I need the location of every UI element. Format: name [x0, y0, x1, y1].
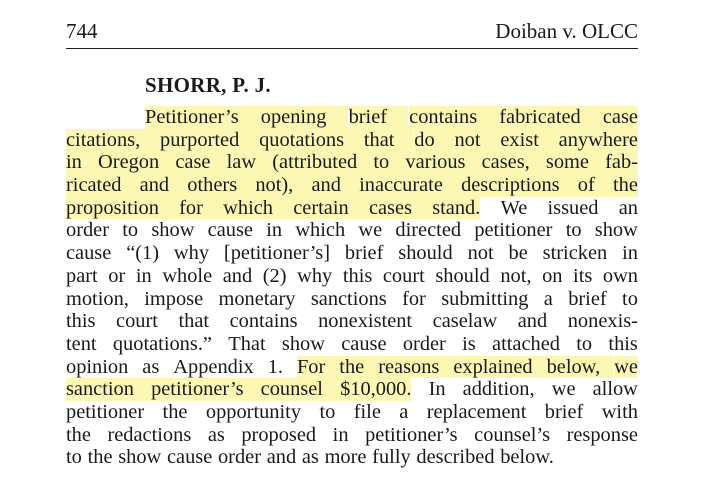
- body-word: citations,: [66, 129, 160, 152]
- body-word: to: [122, 219, 139, 242]
- body-line: [66, 242, 638, 265]
- body-word: the: [162, 400, 188, 423]
- body-word: why: [173, 242, 210, 265]
- body-word: nonexis-: [567, 310, 638, 333]
- body-line: [66, 151, 638, 174]
- body-line: [66, 288, 638, 311]
- body-word: fully: [372, 446, 411, 469]
- body-word: 1.: [267, 355, 283, 378]
- body-word: fabricated: [499, 106, 603, 129]
- body-word: with: [601, 400, 638, 423]
- body-word: of: [578, 174, 613, 197]
- body-word: petitioner: [66, 400, 145, 423]
- body-line: [66, 378, 638, 401]
- body-word: addition,: [462, 378, 535, 401]
- body-word: petitioner: [474, 219, 553, 242]
- body-word: fab-: [605, 151, 638, 174]
- body-word: brief: [344, 242, 384, 265]
- body-word: we: [614, 355, 638, 378]
- body-line: [66, 446, 638, 469]
- header-rule: [66, 48, 638, 49]
- body-word: in: [135, 264, 152, 287]
- body-word: cause: [207, 219, 253, 242]
- body-word: case: [602, 106, 638, 128]
- body-word: order: [402, 332, 446, 355]
- body-word: (attributed: [272, 151, 373, 174]
- body-word: this: [342, 264, 373, 287]
- body-word: proposition: [66, 197, 179, 220]
- body-word: as: [142, 355, 160, 378]
- body-line: [66, 424, 638, 447]
- body-word: for: [402, 287, 426, 310]
- body-word: do: [414, 129, 454, 152]
- body-word: file: [353, 400, 381, 423]
- page-number: 744: [66, 19, 98, 43]
- body-word: and: [311, 174, 359, 197]
- body-word: the: [87, 446, 113, 469]
- body-word: why: [297, 264, 333, 287]
- body-word: reasons: [378, 356, 453, 379]
- body-word: cause: [341, 332, 387, 355]
- body-word: for: [179, 197, 223, 220]
- body-word: more: [324, 446, 367, 469]
- body-word: not,: [500, 264, 532, 287]
- body-word: others: [187, 174, 255, 197]
- partial-next-line: [66, 474, 638, 488]
- body-word: in: [66, 151, 98, 174]
- body-word: we: [358, 219, 383, 242]
- body-word: Appendix: [173, 355, 254, 378]
- body-line: [66, 219, 638, 242]
- body-line: [66, 401, 638, 424]
- body-word: not: [454, 129, 500, 152]
- body-word: show: [118, 446, 162, 469]
- body-word: directed: [395, 219, 462, 242]
- case-caption: Doiban v. OLCC: [495, 19, 638, 43]
- body-word: be: [508, 242, 528, 265]
- body-word: counsel’s: [474, 423, 551, 446]
- body-word: replacement: [426, 400, 527, 423]
- body-word: own: [602, 264, 638, 287]
- body-word: quotations: [259, 129, 364, 152]
- body-word: cause: [166, 446, 213, 469]
- body-word: some: [546, 151, 605, 174]
- body-word: in: [622, 242, 638, 265]
- body-word: purported: [160, 129, 259, 152]
- body-word: cases,: [482, 151, 546, 174]
- body-word: in: [266, 219, 283, 242]
- body-word: should: [398, 242, 453, 265]
- body-line: [66, 310, 638, 333]
- body-word: quotations.”: [112, 332, 212, 355]
- body-word: “(1): [126, 242, 160, 265]
- body-word: caselaw: [432, 310, 498, 333]
- body-word: and: [140, 174, 187, 197]
- body-word: which: [295, 219, 346, 242]
- body-word: that: [178, 310, 210, 333]
- body-word: various: [405, 151, 482, 174]
- body-word: contains: [409, 106, 499, 129]
- body-word: order: [66, 219, 110, 242]
- body-line: [66, 197, 638, 220]
- body-word: not: [467, 242, 494, 265]
- body-word: court: [116, 310, 158, 333]
- body-word: is: [462, 332, 476, 355]
- body-word: the: [66, 423, 91, 446]
- body-word: $10,000.: [340, 378, 412, 401]
- body-word: as: [207, 423, 225, 446]
- page-header: [66, 18, 638, 44]
- body-word: should: [435, 264, 490, 287]
- body-word: opportunity: [205, 400, 302, 423]
- body-word: on: [542, 264, 563, 287]
- body-word: this: [66, 310, 96, 333]
- body-word: issued: [547, 196, 599, 219]
- body-word: whole: [162, 264, 213, 287]
- body-word: redactions: [107, 423, 192, 446]
- body-word: tent: [66, 332, 97, 355]
- body-word: below,: [547, 356, 614, 379]
- body-word: impose: [144, 287, 204, 310]
- body-word: show: [594, 219, 638, 242]
- body-word: and: [517, 310, 548, 333]
- body-word: descriptions: [461, 174, 578, 197]
- body-line: [66, 129, 638, 152]
- body-word: an: [618, 196, 638, 219]
- body-word: to: [373, 151, 405, 174]
- body-word: brief: [568, 287, 607, 310]
- body-word: which: [223, 197, 293, 220]
- body-word: this: [608, 332, 638, 355]
- body-word: opinion: [66, 355, 129, 378]
- body-word: proposed: [241, 423, 317, 446]
- body-word: sanction: [66, 378, 151, 401]
- body-word: [petitioner’s]: [223, 242, 330, 265]
- body-word: explained: [453, 356, 547, 379]
- body-word: to: [319, 400, 336, 423]
- body-word: court: [382, 264, 425, 287]
- body-word: its: [573, 264, 593, 287]
- body-line: [66, 333, 638, 356]
- body-word: stricken: [542, 242, 608, 265]
- body-word: anywhere: [558, 128, 638, 151]
- body-word: brief: [544, 400, 584, 423]
- body-word: and: [222, 264, 253, 287]
- body-line: [66, 174, 638, 197]
- body-word: sanctions: [310, 287, 387, 310]
- body-word: show: [151, 219, 195, 242]
- body-word: counsel: [261, 378, 340, 401]
- body-line: [66, 265, 638, 288]
- body-word: In: [428, 378, 446, 401]
- body-word: contains: [229, 310, 298, 333]
- body-word: or: [108, 264, 126, 287]
- body-line: [66, 356, 638, 379]
- body-word: nonexistent: [318, 310, 413, 333]
- body-word: allow: [592, 378, 638, 401]
- body-word: a: [399, 400, 409, 423]
- body-word: opening: [261, 106, 349, 129]
- body-line: [66, 106, 638, 129]
- body-word: motion,: [66, 287, 129, 310]
- body-word: as: [301, 446, 319, 469]
- body-word: petitioner’s: [151, 378, 261, 401]
- body-word: Petitioner’s: [145, 106, 261, 129]
- body-word: response: [566, 423, 638, 446]
- body-word: to: [576, 332, 593, 355]
- body-word: ricated: [66, 174, 140, 197]
- body-word: That: [228, 332, 266, 355]
- body-word: described: [416, 446, 495, 469]
- body-word: (2): [262, 264, 287, 287]
- body-word: not),: [255, 174, 311, 197]
- body-word: monetary: [218, 287, 296, 310]
- body-word: stand.: [432, 196, 481, 219]
- opinion-body: [66, 106, 638, 469]
- body-word: part: [66, 264, 98, 287]
- opinion-author: SHORR, P. J.: [145, 73, 271, 97]
- body-word: exist: [500, 129, 559, 152]
- body-word: law: [227, 151, 272, 174]
- body-word: to: [66, 446, 82, 469]
- body-word: petitioner’s: [365, 423, 458, 446]
- body-word: in: [332, 423, 349, 446]
- body-word: inaccurate: [359, 174, 461, 197]
- body-word: the: [612, 174, 638, 197]
- body-word: case: [175, 151, 227, 174]
- body-word: cases: [369, 197, 432, 220]
- body-word: cause: [66, 242, 112, 265]
- body-word: submitting: [441, 287, 529, 310]
- body-word: that: [364, 129, 414, 152]
- body-word: For: [297, 356, 339, 379]
- body-word: the: [339, 356, 378, 379]
- body-word: certain: [293, 197, 369, 220]
- body-word: a: [543, 287, 553, 310]
- body-word: brief: [349, 106, 409, 129]
- body-word: attached: [492, 332, 560, 355]
- body-word: show: [281, 332, 325, 355]
- body-word: Oregon: [98, 151, 175, 174]
- body-word: order: [217, 446, 261, 469]
- body-word: below.: [500, 446, 554, 469]
- body-word: and: [266, 446, 297, 469]
- body-word: We: [500, 196, 528, 219]
- body-word: to: [565, 219, 582, 242]
- body-word: to: [622, 287, 638, 310]
- body-word: we: [551, 378, 576, 401]
